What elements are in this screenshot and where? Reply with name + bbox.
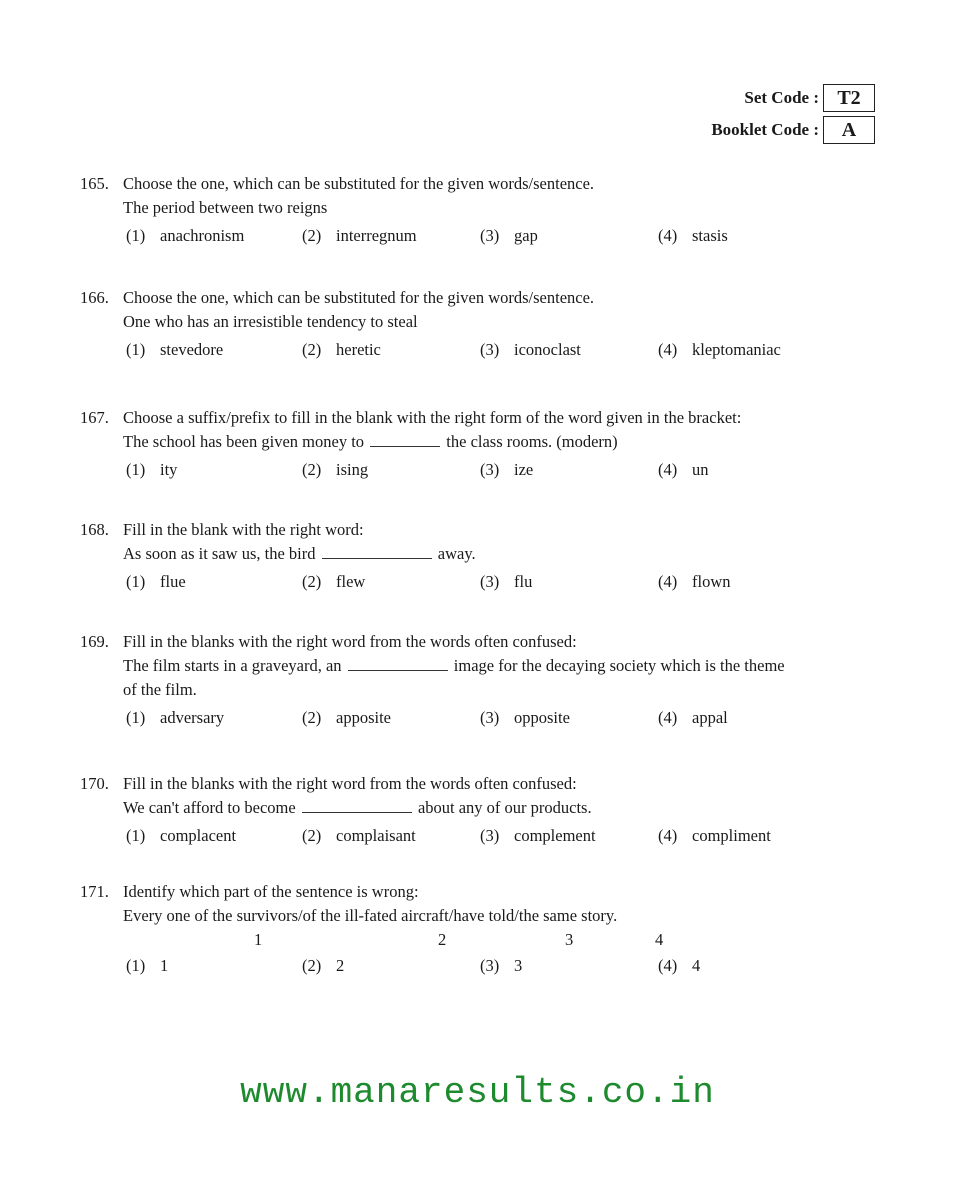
website-watermark: www.manaresults.co.in — [240, 1072, 715, 1113]
question-instruction: Fill in the blanks with the right word from the words often confused: — [123, 774, 577, 793]
option-2: (2) flew — [302, 572, 366, 591]
question-instruction: Identify which part of the sentence is wrong: — [123, 882, 419, 901]
options — [80, 824, 890, 848]
question-171 — [80, 880, 890, 978]
option-4: (4) 4 — [658, 956, 701, 975]
options — [80, 706, 890, 730]
question-number: 169. — [80, 632, 109, 651]
question-number: 165. — [80, 174, 109, 193]
question-166 — [80, 286, 890, 362]
answer-blank — [302, 798, 412, 813]
options — [80, 338, 890, 362]
question-text-continued: of the film. — [123, 680, 197, 699]
option-4: (4) compliment — [658, 826, 771, 845]
option-4: (4) kleptomaniac — [658, 340, 781, 359]
part-number: 1 — [254, 930, 263, 949]
question-number: 171. — [80, 882, 109, 901]
options — [80, 458, 890, 482]
options — [80, 954, 890, 978]
question-text: One who has an irresistible tendency to steal — [123, 312, 418, 331]
option-2: (2) complaisant — [302, 826, 416, 845]
answer-blank — [370, 432, 440, 447]
part-number: 4 — [655, 930, 664, 949]
question-instruction: Choose a suffix/prefix to fill in the blank with the right form of the word given in the bracket: — [123, 408, 742, 427]
option-3: (3) flu — [480, 572, 533, 591]
option-3: (3) opposite — [480, 708, 570, 727]
option-3: (3) complement — [480, 826, 596, 845]
option-2: (2) ising — [302, 460, 369, 479]
answer-blank — [322, 544, 432, 559]
question-instruction: Fill in the blank with the right word: — [123, 520, 364, 539]
option-2: (2) heretic — [302, 340, 381, 359]
option-2: (2) apposite — [302, 708, 391, 727]
option-3: (3) ize — [480, 460, 534, 479]
option-4: (4) appal — [658, 708, 728, 727]
question-number: 168. — [80, 520, 109, 539]
option-1: (1) anachronism — [126, 226, 245, 245]
option-4: (4) stasis — [658, 226, 728, 245]
options — [80, 224, 890, 248]
option-2: (2) interregnum — [302, 226, 417, 245]
question-text: Every one of the survivors/of the ill-fated aircraft/have told/the same story. — [123, 906, 618, 925]
booklet-code-label: Booklet Code : — [711, 120, 819, 139]
set-code-box: T2 — [823, 84, 875, 112]
sentence-part-numbers — [123, 928, 890, 950]
question-number: 170. — [80, 774, 109, 793]
option-3: (3) 3 — [480, 956, 523, 975]
question-number: 167. — [80, 408, 109, 427]
question-165 — [80, 172, 890, 248]
set-code-label: Set Code : — [744, 88, 819, 107]
part-number: 2 — [438, 930, 447, 949]
option-3: (3) iconoclast — [480, 340, 581, 359]
option-1: (1) flue — [126, 572, 186, 591]
question-text: The school has been given money to the class rooms. (modern) — [123, 432, 618, 451]
question-167 — [80, 406, 890, 482]
question-number: 166. — [80, 288, 109, 307]
question-text: As soon as it saw us, the bird away. — [123, 544, 476, 563]
option-2: (2) 2 — [302, 956, 345, 975]
option-1: (1) 1 — [126, 956, 169, 975]
option-1: (1) adversary — [126, 708, 225, 727]
options — [80, 570, 890, 594]
option-1: (1) stevedore — [126, 340, 224, 359]
question-168 — [80, 518, 890, 594]
option-4: (4) flown — [658, 572, 731, 591]
option-4: (4) un — [658, 460, 709, 479]
booklet-code-row — [711, 116, 875, 144]
question-instruction: Fill in the blanks with the right word from the words often confused: — [123, 632, 577, 651]
question-169 — [80, 630, 890, 730]
option-3: (3) gap — [480, 226, 538, 245]
set-code-row — [711, 84, 875, 112]
option-1: (1) ity — [126, 460, 178, 479]
question-text: The period between two reigns — [123, 198, 328, 217]
option-1: (1) complacent — [126, 826, 237, 845]
question-text: The film starts in a graveyard, an image for the decaying society which is the theme — [123, 656, 785, 675]
booklet-code-box: A — [823, 116, 875, 144]
question-instruction: Choose the one, which can be substituted for the given words/sentence. — [123, 288, 595, 307]
answer-blank — [348, 656, 448, 671]
question-170 — [80, 772, 890, 848]
booklet-codes — [711, 84, 875, 148]
part-number: 3 — [565, 930, 574, 949]
question-text: We can't afford to become about any of our products. — [123, 798, 592, 817]
question-instruction: Choose the one, which can be substituted for the given words/sentence. — [123, 174, 595, 193]
